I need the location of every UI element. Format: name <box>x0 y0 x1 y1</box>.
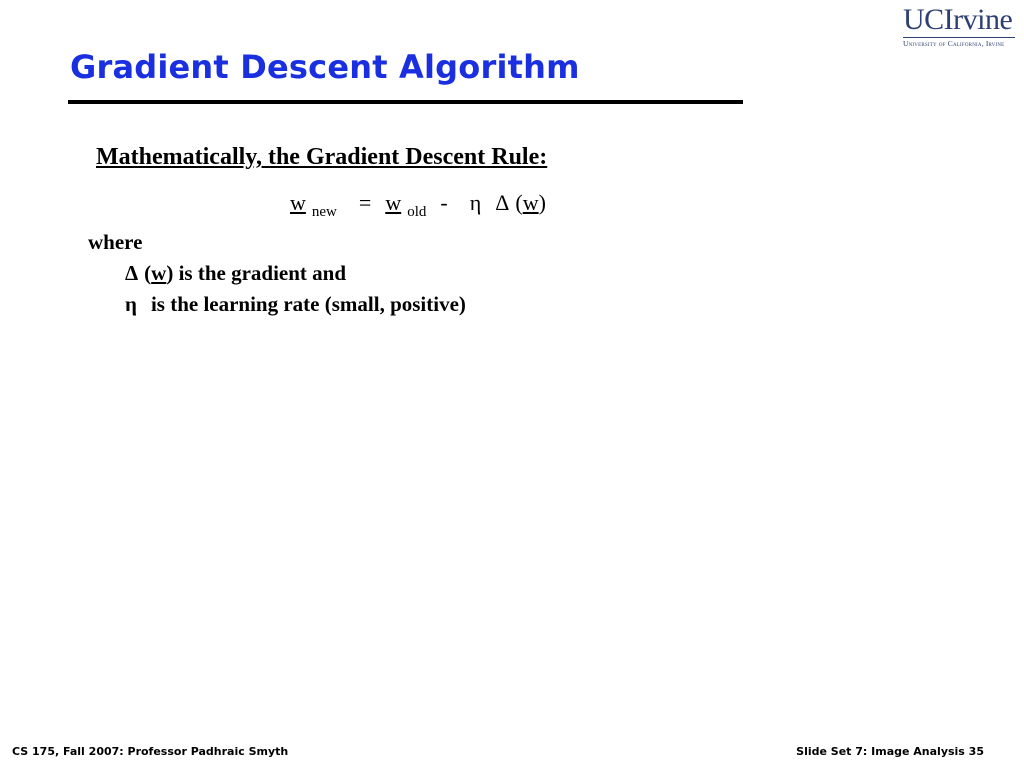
rule-heading: Mathematically, the Gradient Descent Rule: <box>96 144 548 170</box>
formula-paren-open: ( <box>515 190 523 215</box>
learning-rate-definition-line <box>125 292 466 317</box>
logo-subtitle: University of California, Irvine <box>903 39 1005 48</box>
title-underline-divider <box>68 100 743 104</box>
line2-eta-symbol: η <box>125 292 137 316</box>
uci-logo <box>903 4 1015 46</box>
formula-paren-close: ) <box>538 190 546 215</box>
formula-new-subscript: new <box>311 204 337 220</box>
footer-course-info: CS 175, Fall 2007: Professor Padhraic Smyth <box>12 745 289 758</box>
formula-w-new-var: w <box>290 190 306 215</box>
formula-old-subscript: old <box>407 204 427 220</box>
line1-delta-symbol: Δ <box>125 261 139 285</box>
slide-title: Gradient Descent Algorithm <box>70 48 580 86</box>
line2-rest-text: is the learning rate (small, positive) <box>150 292 466 316</box>
formula-delta-symbol: Δ <box>495 190 510 215</box>
formula-minus: - <box>440 190 448 215</box>
line1-w-var: w <box>151 261 167 285</box>
formula-w-old-var: w <box>385 190 402 215</box>
where-label: where <box>88 230 143 254</box>
formula-gradient-var: w <box>522 190 539 215</box>
logo-divider <box>903 37 1015 38</box>
gradient-definition-line <box>125 261 346 286</box>
formula-equals: = <box>358 190 372 215</box>
gradient-descent-formula <box>290 190 546 221</box>
formula-eta-symbol: η <box>469 190 482 215</box>
logo-wordmark: UCIrvine <box>903 3 1013 36</box>
line1-rest-text: ) is the gradient and <box>166 261 347 285</box>
line1-paren-open: ( <box>144 261 152 285</box>
footer-slide-number: Slide Set 7: Image Analysis 35 <box>796 745 984 758</box>
